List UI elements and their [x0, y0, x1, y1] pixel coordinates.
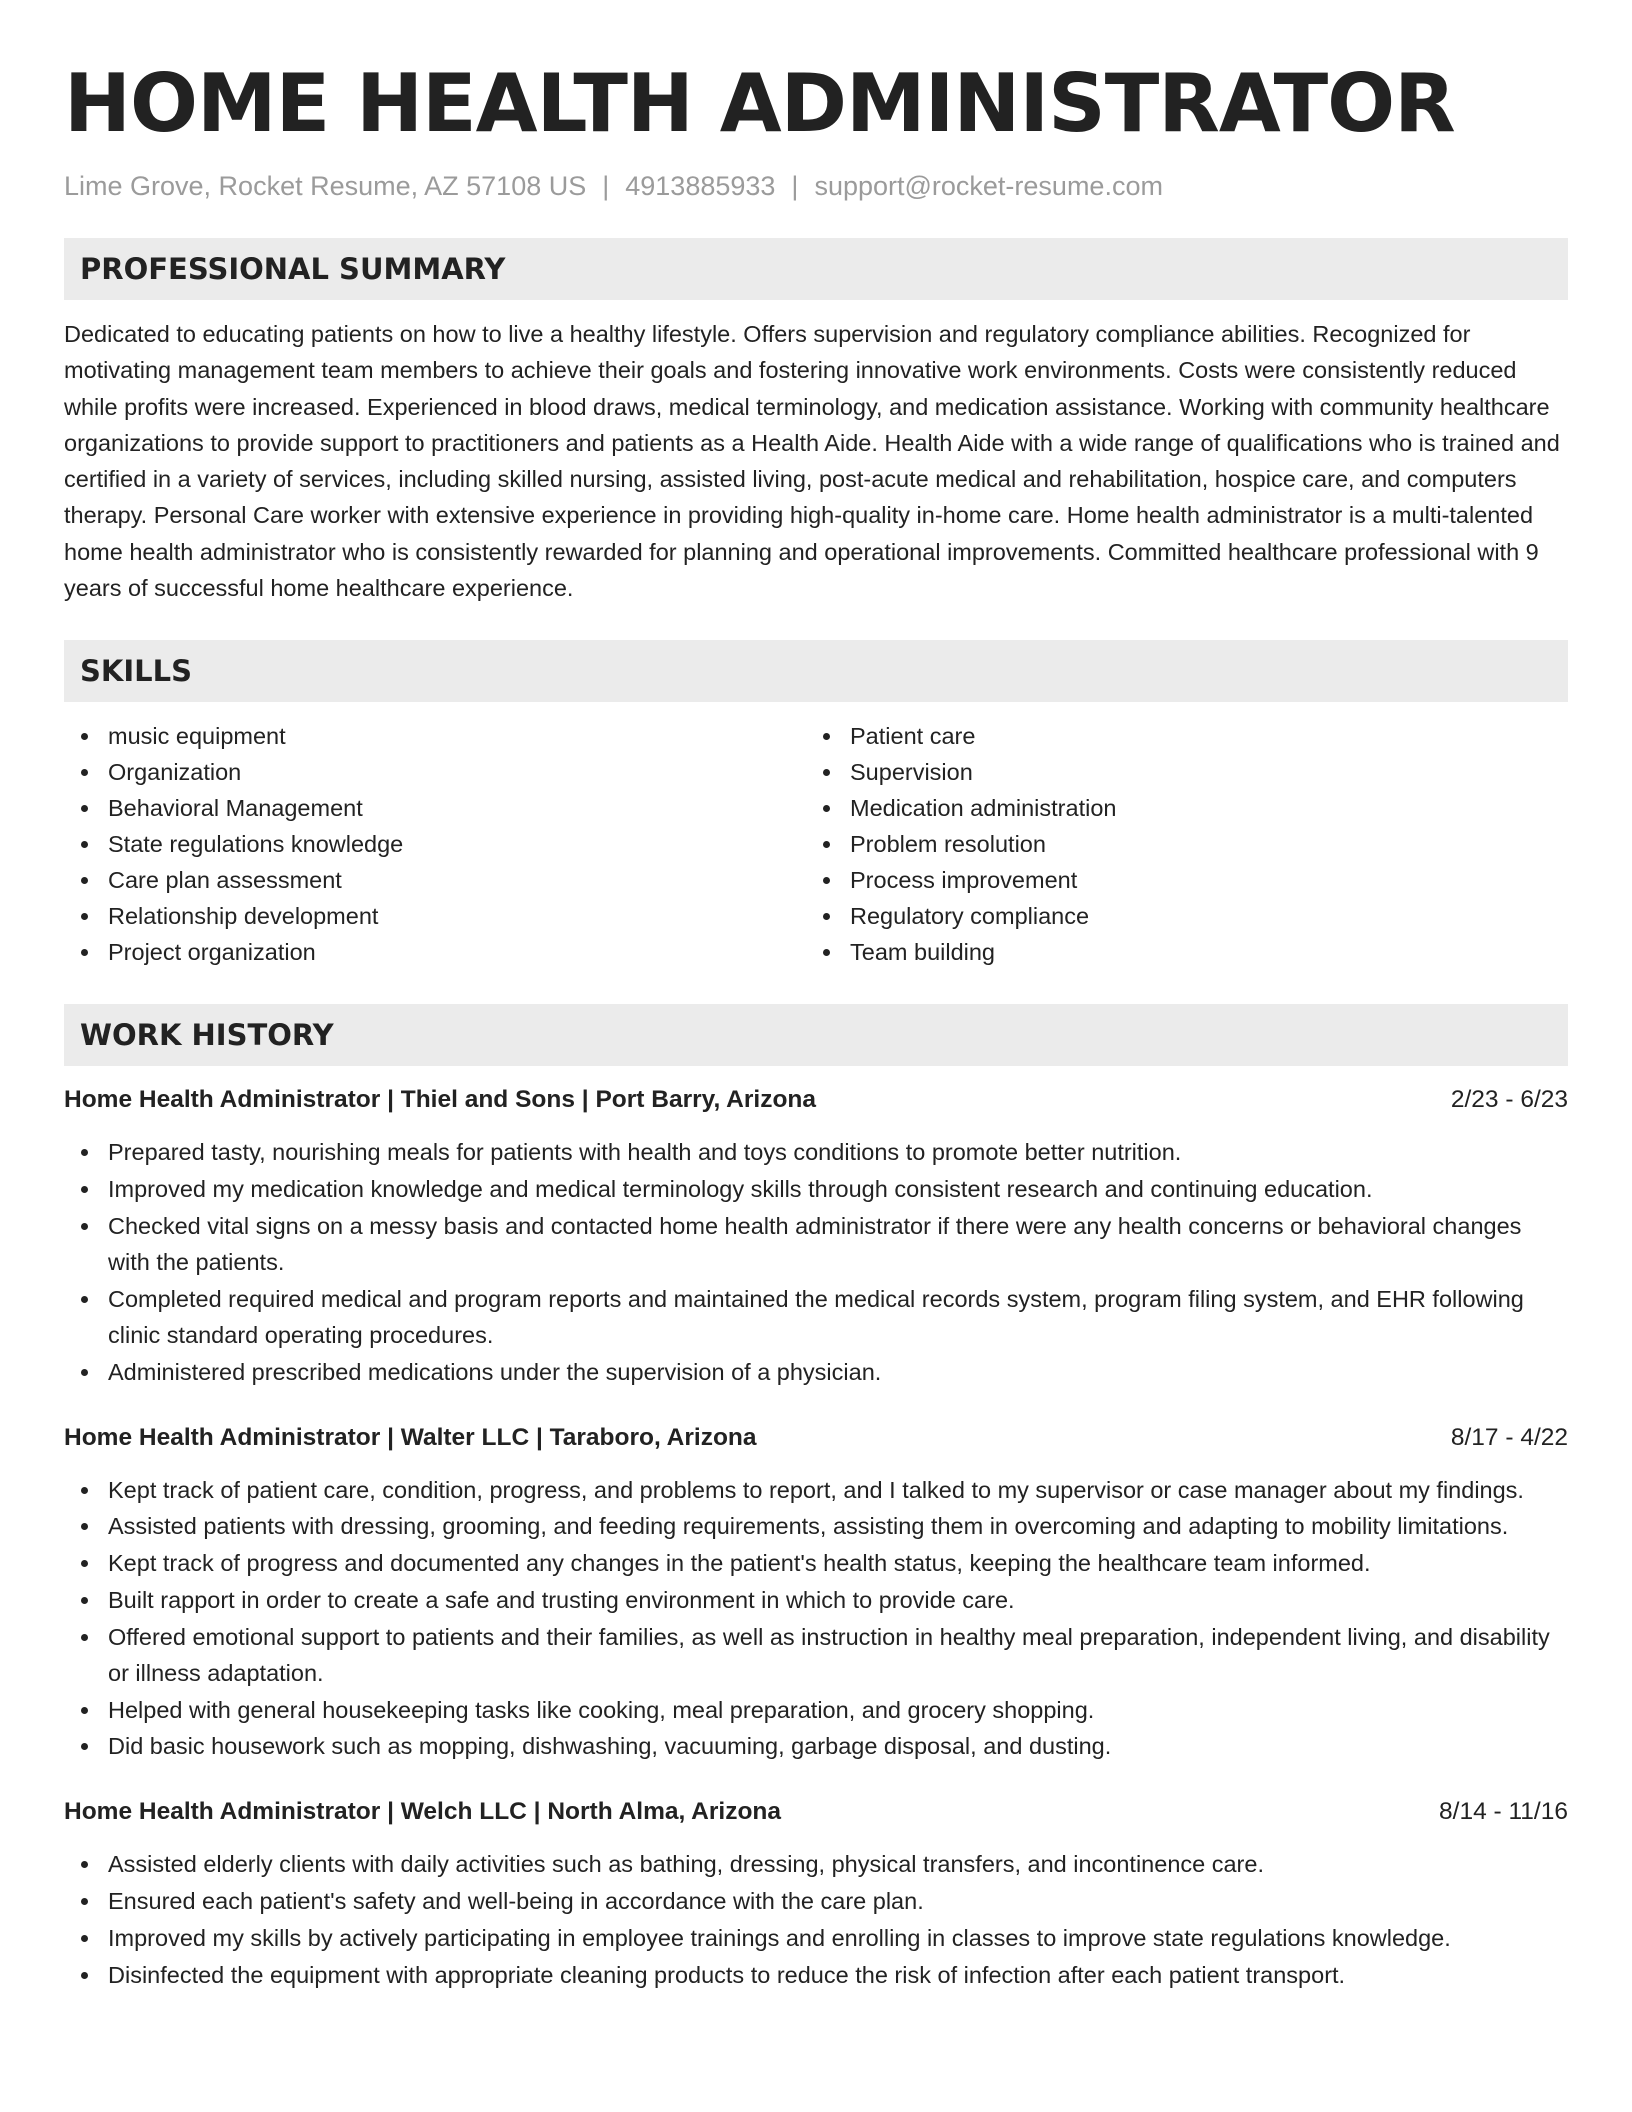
section-header [64, 238, 1568, 300]
job-dates: 2/23 - 6/23 [1450, 1086, 1568, 1114]
contact-phone: 4913885933 [625, 171, 776, 201]
section-header [64, 640, 1568, 702]
job-bullet: Kept track of progress and documented any changes in the patient's health status, keeping the healthcare team informed. [108, 1545, 1568, 1581]
job-bullets [64, 1134, 1568, 1389]
contact-line [64, 168, 1568, 204]
job-bullets [64, 1846, 1568, 1992]
job-bullet: Improved my skills by actively participating in employee trainings and enrolling in classes to improve state regulations knowledge. [108, 1920, 1568, 1956]
contact-address: Lime Grove, Rocket Resume, AZ 57108 US [64, 171, 587, 201]
section-title: WORK HISTORY [80, 1018, 334, 1053]
section-title: PROFESSIONAL SUMMARY [80, 252, 506, 286]
candidate-name: HOME HEALTH ADMINISTRATOR [64, 57, 1455, 150]
job-list [64, 1082, 1568, 1992]
skill-item: Care plan assessment [108, 862, 806, 898]
job-title: Home Health Administrator | Welch LLC | North Alma, Arizona [64, 1798, 782, 1826]
job-bullet: Built rapport in order to create a safe and trusting environment in which to provide care. [108, 1582, 1568, 1618]
skill-item: Relationship development [108, 898, 806, 934]
job-bullets [64, 1472, 1568, 1765]
job-bullet: Checked vital signs on a messy basis and contacted home health administrator if there were any health concerns or behavioral changes with the patients. [108, 1208, 1568, 1280]
skills-list-right [806, 718, 1564, 970]
skills-columns [64, 718, 1568, 970]
skill-item: Team building [850, 934, 1564, 970]
professional-summary-section [64, 238, 1568, 606]
skill-item: Supervision [850, 754, 1564, 790]
job-entry [64, 1082, 1568, 1389]
job-bullet: Assisted elderly clients with daily activities such as bathing, dressing, physical transfers, and incontinence care. [108, 1846, 1568, 1882]
skill-item: Organization [108, 754, 806, 790]
job-bullet: Helped with general housekeeping tasks like cooking, meal preparation, and grocery shopping. [108, 1692, 1568, 1728]
job-title: Home Health Administrator | Thiel and Sons | Port Barry, Arizona [64, 1086, 816, 1114]
job-title: Home Health Administrator | Walter LLC | Taraboro, Arizona [64, 1423, 757, 1451]
job-bullet: Administered prescribed medications under the supervision of a physician. [108, 1354, 1568, 1390]
job-bullet: Ensured each patient's safety and well-being in accordance with the care plan. [108, 1883, 1568, 1919]
skill-item: Medication administration [850, 790, 1564, 826]
skill-item: Problem resolution [850, 826, 1564, 862]
job-bullet: Kept track of patient care, condition, progress, and problems to report, and I talked to my supervisor or case manager about my findings. [108, 1472, 1568, 1508]
section-header [64, 1004, 1568, 1066]
skills-list-left [64, 718, 806, 970]
skill-item: Regulatory compliance [850, 898, 1564, 934]
job-entry [64, 1420, 1568, 1765]
skill-item: Project organization [108, 934, 806, 970]
job-bullet: Offered emotional support to patients and their families, as well as instruction in healthy meal preparation, independent living, and disability or illness adaptation. [108, 1619, 1568, 1691]
job-header [64, 1082, 1568, 1118]
job-bullet: Prepared tasty, nourishing meals for patients with health and toys conditions to promote better nutrition. [108, 1134, 1568, 1170]
skill-item: State regulations knowledge [108, 826, 806, 862]
section-title: SKILLS [80, 654, 192, 689]
job-bullet: Disinfected the equipment with appropriate cleaning products to reduce the risk of infection after each patient transport. [108, 1957, 1568, 1993]
job-bullet: Assisted patients with dressing, grooming, and feeding requirements, assisting them in overcoming and adapting to mobility limitations. [108, 1508, 1568, 1544]
job-dates: 8/14 - 11/16 [1439, 1798, 1568, 1826]
skill-item: Behavioral Management [108, 790, 806, 826]
job-dates: 8/17 - 4/22 [1450, 1423, 1568, 1451]
job-header [64, 1794, 1568, 1830]
summary-text: Dedicated to educating patients on how to live a healthy lifestyle. Offers supervision and regulatory compliance abilities. Recognized for motivating management team members to achieve their goals and fostering innovative work environments. Costs were consistently reduced while profits were increased. Experienced in blood draws, medical terminology, and medication assistance. Working with community healthcare organizations to provide support to practitioners and patients as a Health Aide. Health Aide with a wide range of qualifications who is trained and certified in a variety of services, including skilled nursing, assisted living, post-acute medical and rehabilitation, hospice care, and computers therapy. Personal Care worker with extensive experience in providing high-quality in-home care. Home health administrator is a multi-talented home health administrator who is consistently rewarded for planning and operational improvements. Committed healthcare professional with 9 years of successful home healthcare experience. [64, 321, 1560, 602]
job-bullet: Completed required medical and program reports and maintained the medical records system, program filing system, and EHR following clinic standard operating procedures. [108, 1281, 1568, 1353]
work-history-section [64, 1004, 1568, 1992]
skills-section [64, 640, 1568, 970]
job-header [64, 1420, 1568, 1456]
job-bullet: Did basic housework such as mopping, dishwashing, vacuuming, garbage disposal, and dusting. [108, 1728, 1568, 1764]
job-entry [64, 1794, 1568, 1992]
contact-separator: | [602, 171, 610, 201]
job-bullet: Improved my medication knowledge and medical terminology skills through consistent research and continuing education. [108, 1171, 1568, 1207]
skill-item: Process improvement [850, 862, 1564, 898]
skill-item: Patient care [850, 718, 1564, 754]
contact-email: support@rocket-resume.com [814, 171, 1163, 201]
contact-separator: | [791, 171, 799, 201]
skill-item: music equipment [108, 718, 806, 754]
